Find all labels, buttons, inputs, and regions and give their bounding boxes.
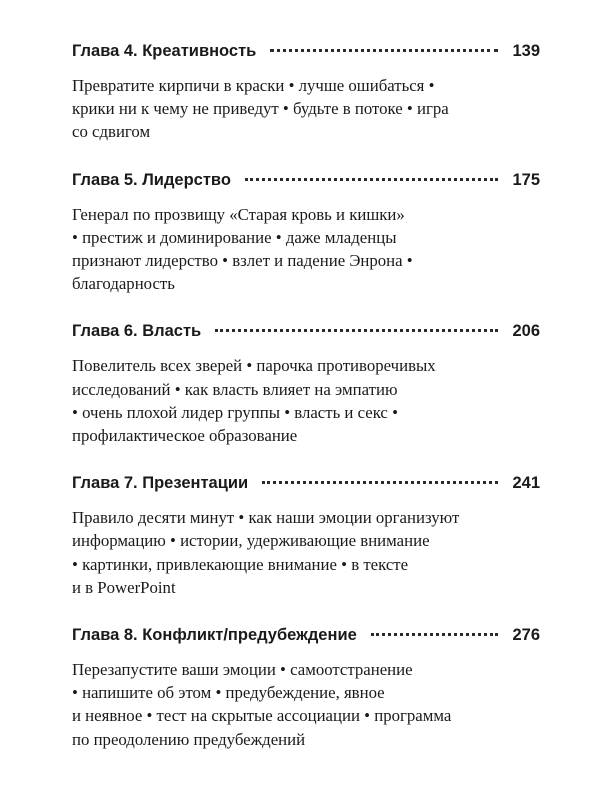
chapter-heading xyxy=(72,320,540,342)
chapter-description xyxy=(72,74,540,144)
description-line: Перезапустите ваши эмоции • самоотстранение xyxy=(72,660,413,680)
description-line: Повелитель всех зверей • парочка противоречивых xyxy=(72,356,436,376)
chapter-title: Глава 7. Презентации xyxy=(72,474,249,493)
chapter-entry xyxy=(72,169,540,296)
chapter-heading xyxy=(72,472,540,494)
dot-leader xyxy=(215,329,498,332)
description-line: благодарность xyxy=(72,274,175,294)
description-line: профилактическое образование xyxy=(72,426,298,446)
chapter-heading xyxy=(72,40,540,62)
dot-leader xyxy=(371,633,499,636)
description-line: Генерал по прозвищу «Старая кровь и кишки» xyxy=(72,204,405,224)
description-line: по преодолению предубеждений xyxy=(72,729,306,749)
chapter-title: Глава 8. Конфликт/предубеждение xyxy=(72,626,357,645)
description-line: • престиж и доминирование • даже младенцы xyxy=(72,227,397,247)
chapter-page-number: 139 xyxy=(512,42,540,60)
description-line: Правило десяти минут • как наши эмоции организуют xyxy=(72,508,460,528)
chapter-title: Глава 5. Лидерство xyxy=(72,170,231,189)
chapter-title: Глава 4. Креативность xyxy=(72,42,257,60)
chapter-heading xyxy=(72,169,540,191)
chapter-heading xyxy=(72,624,540,646)
dot-leader xyxy=(270,49,498,52)
chapter-entry xyxy=(72,624,540,751)
description-line: и в PowerPoint xyxy=(72,577,176,597)
description-line: • картинки, привлекающие внимание • в тексте xyxy=(72,554,409,574)
chapter-page-number: 241 xyxy=(512,474,540,493)
chapter-entry xyxy=(72,472,540,599)
description-line: Превратите кирпичи в краски • лучше ошибаться • xyxy=(72,76,435,95)
description-line: крики ни к чему не приведут • будьте в потоке • игра xyxy=(72,99,449,119)
chapter-description xyxy=(72,203,540,296)
table-of-contents xyxy=(72,40,540,776)
description-line: и неявное • тест на скрытые ассоциации • программа xyxy=(72,706,452,726)
chapter-description xyxy=(72,658,540,751)
chapter-description xyxy=(72,506,540,599)
chapter-entry xyxy=(72,320,540,447)
description-line: со сдвигом xyxy=(72,122,151,142)
chapter-description xyxy=(72,354,540,447)
description-line: • напишите об этом • предубеждение, явное xyxy=(72,683,385,703)
chapter-page-number: 276 xyxy=(512,626,540,645)
chapter-entry xyxy=(72,40,540,144)
chapter-title: Глава 6. Власть xyxy=(72,322,202,341)
chapter-page-number: 206 xyxy=(512,322,540,341)
description-line: • очень плохой лидер группы • власть и секс • xyxy=(72,402,398,422)
dot-leader xyxy=(262,481,498,484)
description-line: исследований • как власть влияет на эмпатию xyxy=(72,379,398,399)
description-line: признают лидерство • взлет и падение Энрона • xyxy=(72,251,413,271)
dot-leader xyxy=(245,178,499,181)
chapter-page-number: 175 xyxy=(512,170,540,189)
description-line: информацию • истории, удерживающие внимание xyxy=(72,531,430,551)
